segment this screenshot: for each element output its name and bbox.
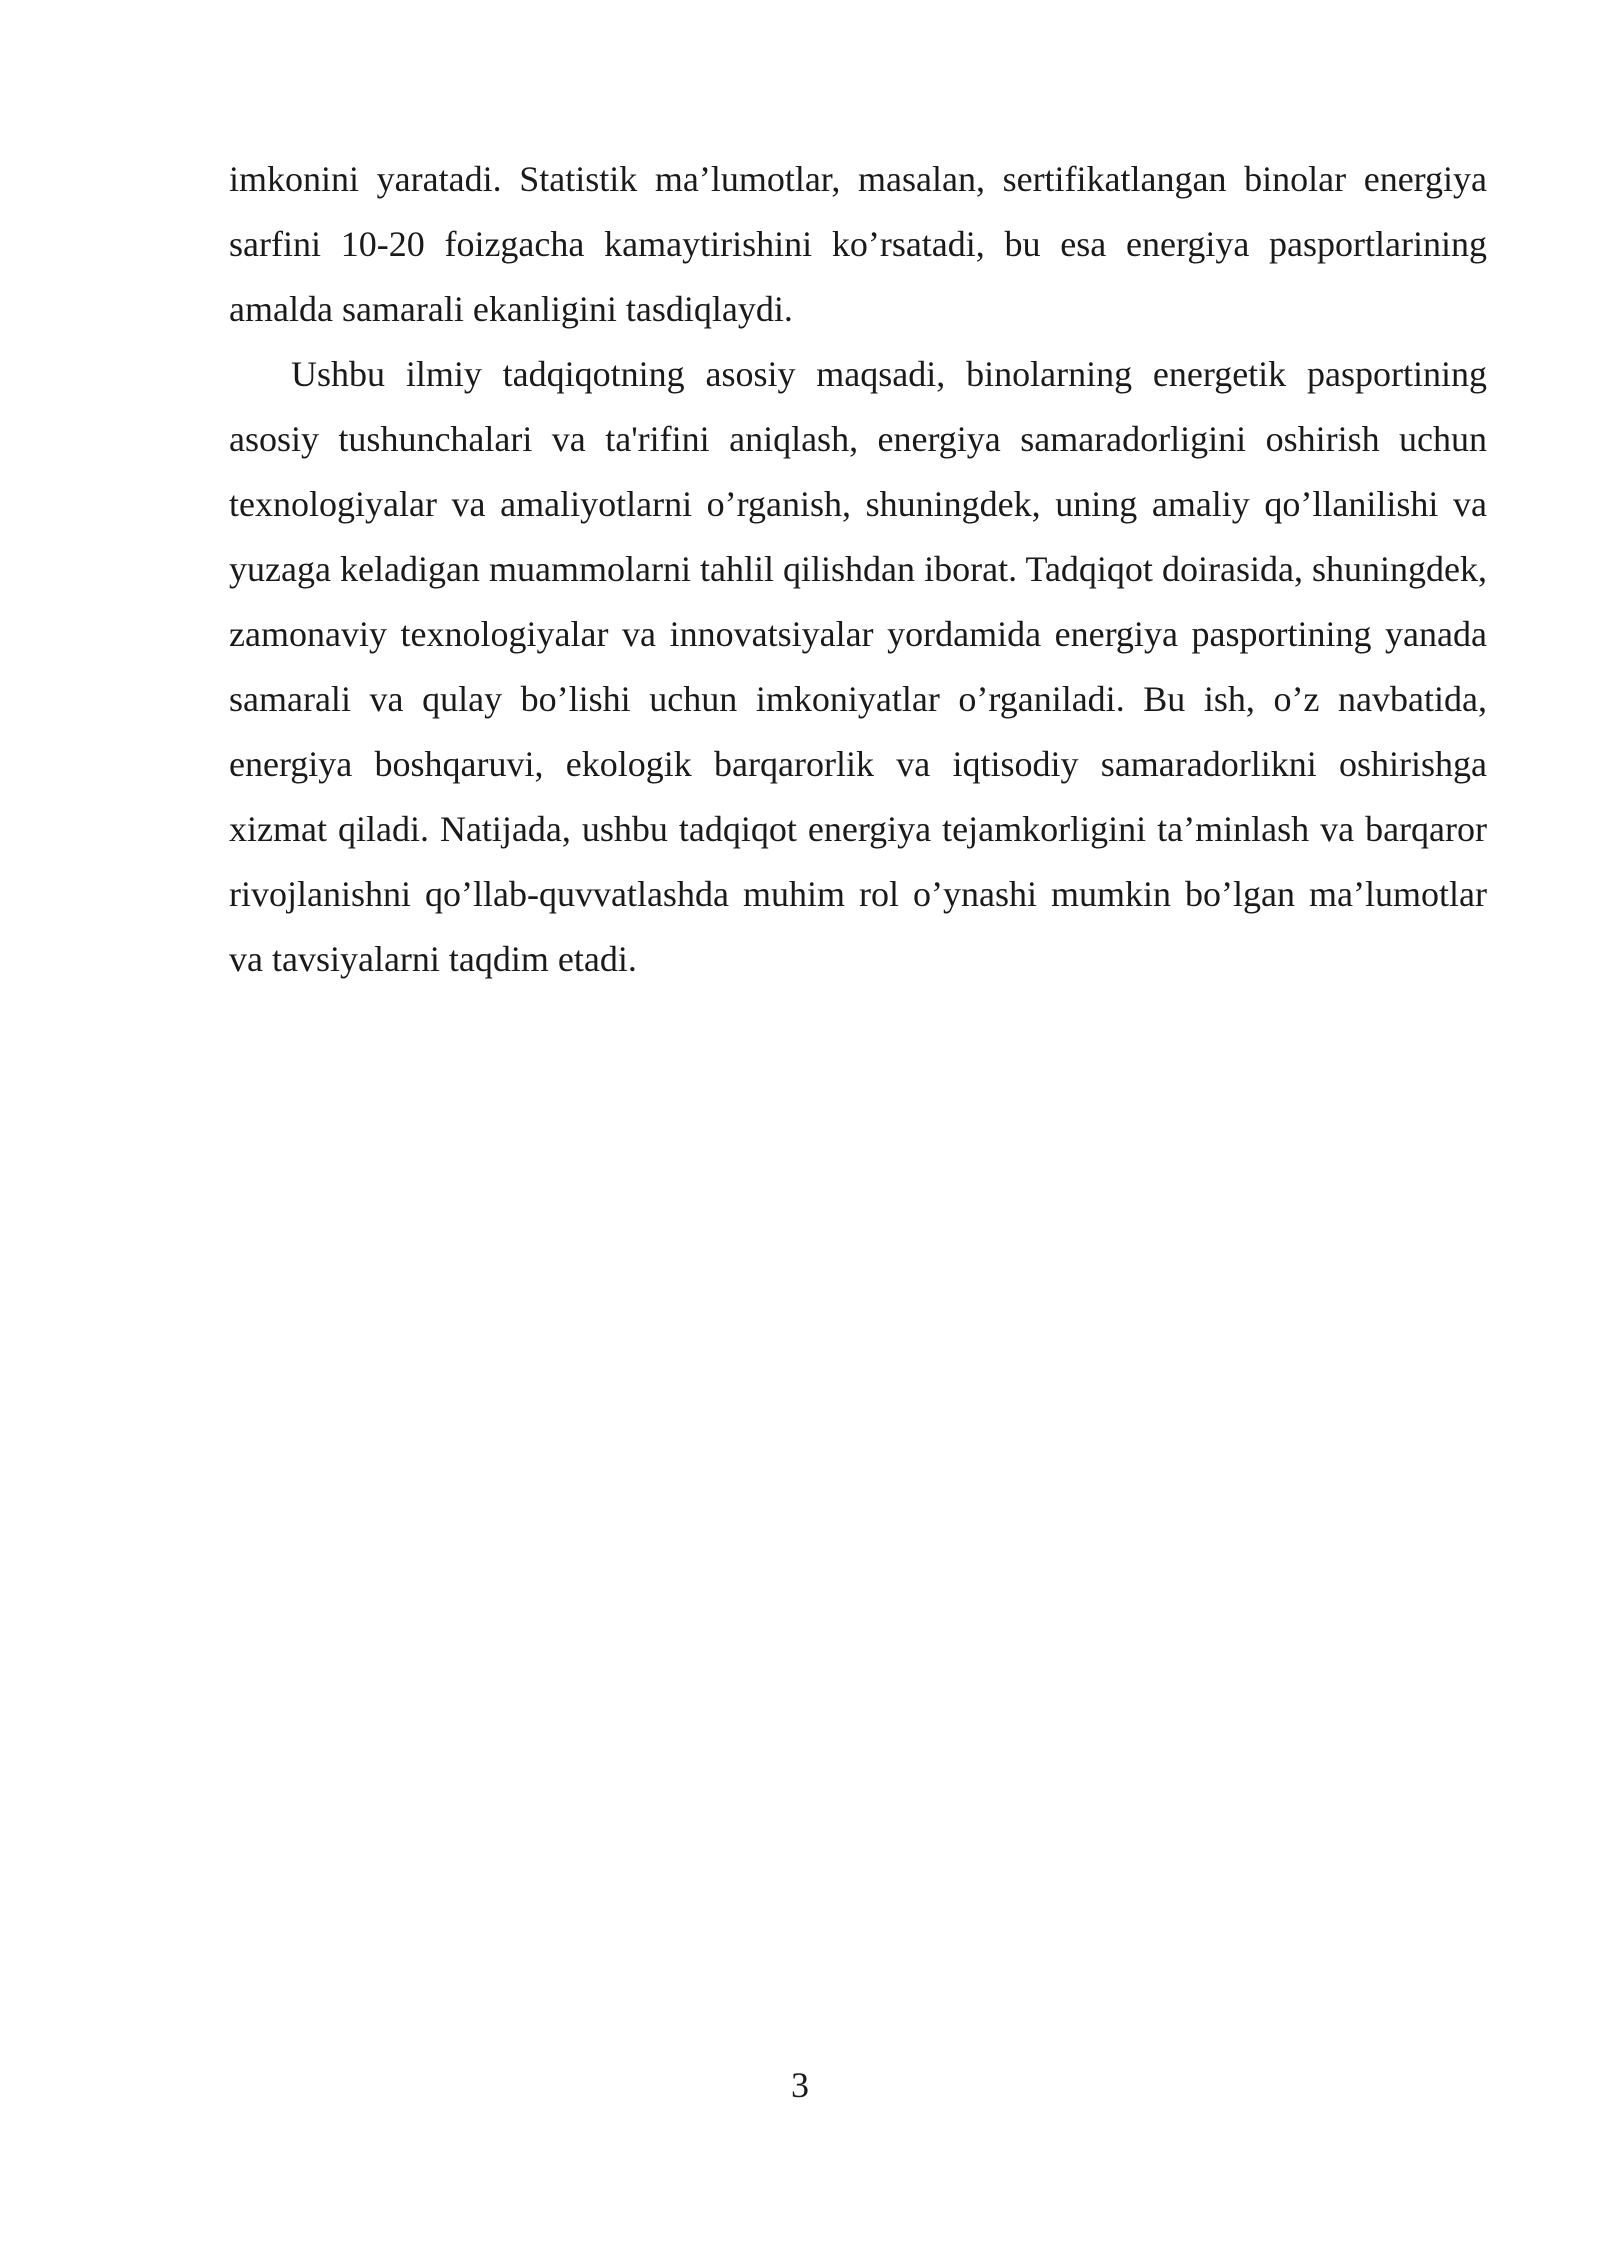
- body-text: [229, 147, 1487, 992]
- paragraph-continuation: imkonini yaratadi. Statistik ma’lumotlar, masalan, sertifikatlangan binolar energiya sarfini 10-20 foizgacha kamaytirishini ko’rsatadi, bu esa energiya pasportlarining amalda samarali ekanligini tasdiqlaydi.: [229, 159, 1487, 329]
- paragraph-research-aim: Ushbu ilmiy tadqiqotning asosiy maqsadi, binolarning energetik pasportining asosiy tushunchalari va ta'rifini aniqlash, energiya samaradorligini oshirish uchun texnologiyalar va amaliyotlarni o’rganish, shuningdek, uning amaliy qo’llanilishi va yuzaga keladigan muammolarni tahlil qilishdan iborat. Tadqiqot doirasida, shuningdek, zamonaviy texnologiyalar va innovatsiyalar yordamida energiya pasportining yanada samarali va qulay bo’lishi uchun imkoniyatlar o’rganiladi. Bu ish, o’z navbatida, energiya boshqaruvi, ekologik barqarorlik va iqtisodiy samaradorlikni oshirishga xizmat qiladi. Natijada, ushbu tadqiqot energiya tejamkorligini ta’minlash va barqaror rivojlanishni qo’llab-quvvatlashda muhim rol o’ynashi mumkin bo’lgan ma’lumotlar va tavsiyalarni taqdim etadi.: [229, 354, 1487, 979]
- page-number: 3: [791, 2065, 809, 2105]
